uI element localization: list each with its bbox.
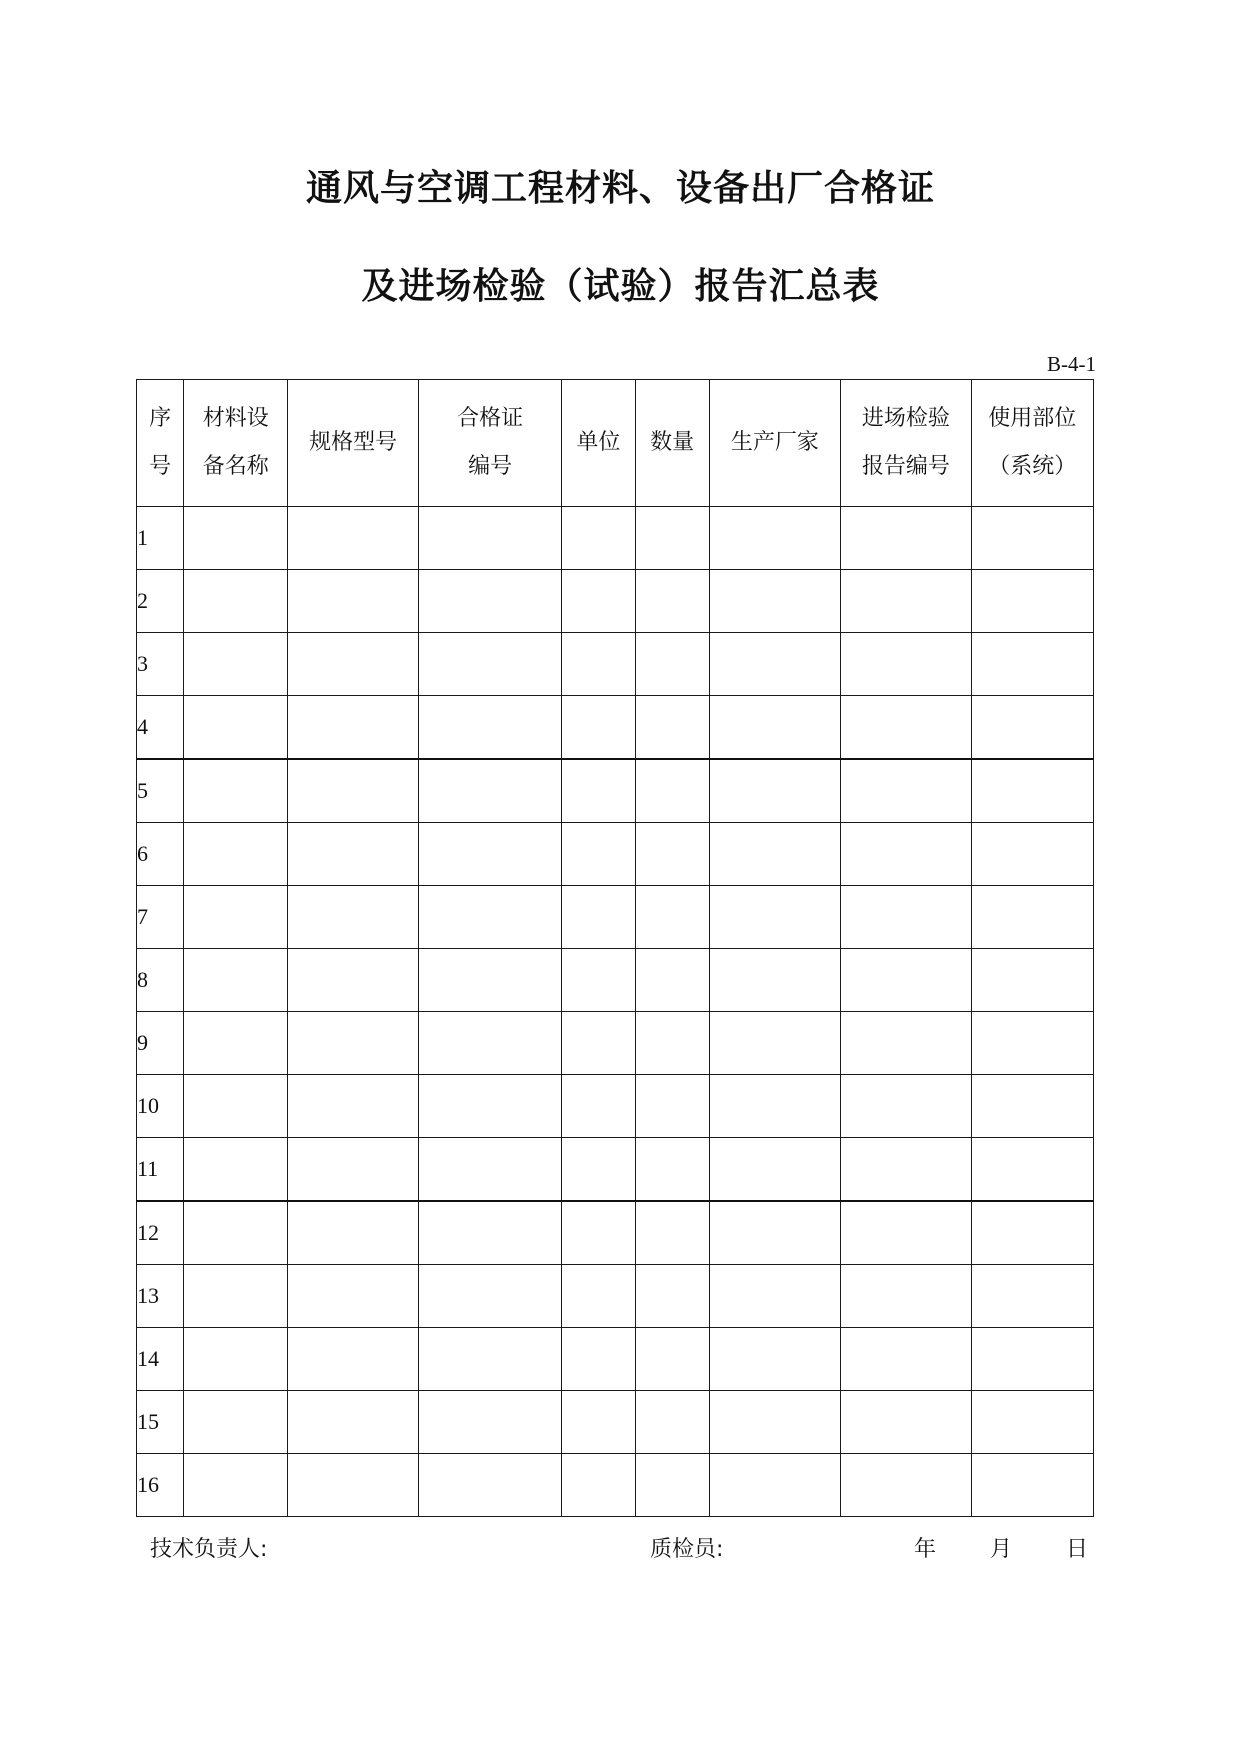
material-name-cell[interactable] bbox=[184, 633, 288, 696]
table-row bbox=[137, 633, 1094, 696]
certificate-number-cell[interactable] bbox=[418, 949, 561, 1012]
quantity-cell[interactable] bbox=[635, 1391, 709, 1454]
material-name-cell[interactable] bbox=[184, 1391, 288, 1454]
certificate-number-cell[interactable] bbox=[418, 886, 561, 949]
header-usage-location-line-2: （系统） bbox=[988, 454, 1077, 479]
unit-cell[interactable] bbox=[562, 1265, 635, 1328]
manufacturer-cell[interactable] bbox=[709, 1012, 840, 1075]
header-inspection-report-line-2: 报告编号 bbox=[861, 454, 950, 479]
inspection-report-cell[interactable] bbox=[841, 696, 971, 760]
header-manufacturer bbox=[709, 380, 840, 507]
row-number-cell: 14 bbox=[137, 1328, 184, 1391]
manufacturer-cell[interactable] bbox=[709, 1391, 840, 1454]
quantity-cell[interactable] bbox=[635, 1012, 709, 1075]
manufacturer-cell[interactable] bbox=[709, 823, 840, 886]
table-body bbox=[137, 507, 1094, 1517]
row-number-cell: 5 bbox=[137, 759, 184, 823]
header-certificate-number bbox=[418, 380, 561, 507]
inspection-report-cell[interactable] bbox=[841, 823, 971, 886]
header-material-name-line-1: 材料设 bbox=[202, 406, 269, 431]
material-name-cell[interactable] bbox=[184, 1201, 288, 1265]
document-title-line-2: 及进场检验（试验）报告汇总表 bbox=[361, 266, 880, 307]
header-material-name-line-2: 备名称 bbox=[202, 454, 269, 479]
certificate-number-cell[interactable] bbox=[418, 1454, 561, 1517]
table-row bbox=[137, 1454, 1094, 1517]
header-manufacturer-label: 生产厂家 bbox=[730, 430, 819, 455]
spec-model-cell[interactable] bbox=[288, 823, 418, 886]
header-certificate-line-2: 编号 bbox=[468, 454, 513, 479]
inspection-report-cell[interactable] bbox=[841, 1075, 971, 1138]
table-row bbox=[137, 823, 1094, 886]
unit-cell[interactable] bbox=[562, 633, 635, 696]
quantity-cell[interactable] bbox=[635, 1138, 709, 1202]
material-name-cell[interactable] bbox=[184, 1138, 288, 1202]
header-inspection-report bbox=[841, 380, 971, 507]
usage-location-cell[interactable] bbox=[971, 1454, 1093, 1517]
row-number-cell: 10 bbox=[137, 1075, 184, 1138]
row-number-cell: 11 bbox=[137, 1138, 184, 1202]
usage-location-cell[interactable] bbox=[971, 759, 1093, 823]
spec-model-cell[interactable] bbox=[288, 507, 418, 570]
inspector-label: 质检员: bbox=[650, 1537, 724, 1562]
table-row bbox=[137, 507, 1094, 570]
row-number-cell: 16 bbox=[137, 1454, 184, 1517]
inspection-report-cell[interactable] bbox=[841, 1012, 971, 1075]
certificate-number-cell[interactable] bbox=[418, 759, 561, 823]
document-title-line-1: 通风与空调工程材料、设备出厂合格证 bbox=[305, 168, 935, 209]
header-serial bbox=[137, 380, 184, 507]
unit-cell[interactable] bbox=[562, 1201, 635, 1265]
manufacturer-cell[interactable] bbox=[709, 1201, 840, 1265]
header-certificate-line-1: 合格证 bbox=[457, 406, 524, 431]
header-spec-model bbox=[288, 380, 418, 507]
table-row bbox=[137, 570, 1094, 633]
spec-model-cell[interactable] bbox=[288, 1138, 418, 1202]
quantity-cell[interactable] bbox=[635, 949, 709, 1012]
header-inspection-report-line-1: 进场检验 bbox=[861, 406, 950, 431]
unit-cell[interactable] bbox=[562, 823, 635, 886]
table-row bbox=[137, 1138, 1094, 1202]
unit-cell[interactable] bbox=[562, 949, 635, 1012]
unit-cell[interactable] bbox=[562, 1328, 635, 1391]
manufacturer-cell[interactable] bbox=[709, 1265, 840, 1328]
table-row bbox=[137, 1328, 1094, 1391]
unit-cell[interactable] bbox=[562, 1454, 635, 1517]
material-name-cell[interactable] bbox=[184, 1012, 288, 1075]
header-unit bbox=[562, 380, 635, 507]
row-number-cell: 2 bbox=[137, 570, 184, 633]
material-name-cell[interactable] bbox=[184, 949, 288, 1012]
unit-cell[interactable] bbox=[562, 886, 635, 949]
spec-model-cell[interactable] bbox=[288, 1012, 418, 1075]
usage-location-cell[interactable] bbox=[971, 633, 1093, 696]
manufacturer-cell[interactable] bbox=[709, 570, 840, 633]
quantity-cell[interactable] bbox=[635, 696, 709, 760]
material-name-cell[interactable] bbox=[184, 823, 288, 886]
inspection-report-cell[interactable] bbox=[841, 507, 971, 570]
inspection-report-cell[interactable] bbox=[841, 570, 971, 633]
inspection-report-cell[interactable] bbox=[841, 1391, 971, 1454]
manufacturer-cell[interactable] bbox=[709, 507, 840, 570]
spec-model-cell[interactable] bbox=[288, 1328, 418, 1391]
spec-model-cell[interactable] bbox=[288, 1201, 418, 1265]
usage-location-cell[interactable] bbox=[971, 949, 1093, 1012]
row-number-cell: 6 bbox=[137, 823, 184, 886]
inspection-report-cell[interactable] bbox=[841, 1201, 971, 1265]
unit-cell[interactable] bbox=[562, 1012, 635, 1075]
header-serial-line-1: 序 bbox=[149, 406, 172, 431]
inspection-report-cell[interactable] bbox=[841, 759, 971, 823]
certificate-number-cell[interactable] bbox=[418, 1265, 561, 1328]
spec-model-cell[interactable] bbox=[288, 696, 418, 760]
unit-cell[interactable] bbox=[562, 570, 635, 633]
usage-location-cell[interactable] bbox=[971, 1012, 1093, 1075]
date-month-label: 月 bbox=[990, 1537, 1013, 1562]
quantity-cell[interactable] bbox=[635, 823, 709, 886]
material-name-cell[interactable] bbox=[184, 696, 288, 760]
inspection-report-cell[interactable] bbox=[841, 1328, 971, 1391]
inspection-report-cell[interactable] bbox=[841, 949, 971, 1012]
row-number-cell: 3 bbox=[137, 633, 184, 696]
unit-cell[interactable] bbox=[562, 507, 635, 570]
header-serial-line-2: 号 bbox=[149, 454, 172, 479]
unit-cell[interactable] bbox=[562, 1391, 635, 1454]
row-number-cell: 15 bbox=[137, 1391, 184, 1454]
manufacturer-cell[interactable] bbox=[709, 696, 840, 760]
certificate-number-cell[interactable] bbox=[418, 1012, 561, 1075]
table-row bbox=[137, 759, 1094, 823]
material-name-cell[interactable] bbox=[184, 1075, 288, 1138]
material-name-cell[interactable] bbox=[184, 507, 288, 570]
table-row bbox=[137, 1265, 1094, 1328]
inspection-report-cell[interactable] bbox=[841, 1454, 971, 1517]
spec-model-cell[interactable] bbox=[288, 949, 418, 1012]
row-number-cell: 8 bbox=[137, 949, 184, 1012]
certificate-number-cell[interactable] bbox=[418, 1201, 561, 1265]
quantity-cell[interactable] bbox=[635, 570, 709, 633]
material-name-cell[interactable] bbox=[184, 1454, 288, 1517]
quantity-cell[interactable] bbox=[635, 759, 709, 823]
header-unit-label: 单位 bbox=[576, 430, 621, 455]
usage-location-cell[interactable] bbox=[971, 1075, 1093, 1138]
quantity-cell[interactable] bbox=[635, 1265, 709, 1328]
unit-cell[interactable] bbox=[562, 1138, 635, 1202]
spec-model-cell[interactable] bbox=[288, 570, 418, 633]
quantity-cell[interactable] bbox=[635, 1328, 709, 1391]
certificate-number-cell[interactable] bbox=[418, 823, 561, 886]
quantity-cell[interactable] bbox=[635, 1454, 709, 1517]
manufacturer-cell[interactable] bbox=[709, 1454, 840, 1517]
header-material-name bbox=[184, 380, 288, 507]
form-code: B-4-1 bbox=[1047, 352, 1096, 376]
quantity-cell[interactable] bbox=[635, 1201, 709, 1265]
manufacturer-cell[interactable] bbox=[709, 949, 840, 1012]
material-name-cell[interactable] bbox=[184, 886, 288, 949]
usage-location-cell[interactable] bbox=[971, 1328, 1093, 1391]
usage-location-cell[interactable] bbox=[971, 570, 1093, 633]
header-quantity-label: 数量 bbox=[650, 430, 695, 455]
spec-model-cell[interactable] bbox=[288, 1075, 418, 1138]
row-number-cell: 4 bbox=[137, 696, 184, 760]
usage-location-cell[interactable] bbox=[971, 823, 1093, 886]
material-name-cell[interactable] bbox=[184, 759, 288, 823]
manufacturer-cell[interactable] bbox=[709, 1138, 840, 1202]
table-row bbox=[137, 886, 1094, 949]
unit-cell[interactable] bbox=[562, 759, 635, 823]
date-day-label: 日 bbox=[1066, 1537, 1089, 1562]
spec-model-cell[interactable] bbox=[288, 1454, 418, 1517]
inspection-report-cell[interactable] bbox=[841, 1138, 971, 1202]
certificate-number-cell[interactable] bbox=[418, 1075, 561, 1138]
inspection-report-cell[interactable] bbox=[841, 886, 971, 949]
usage-location-cell[interactable] bbox=[971, 1201, 1093, 1265]
usage-location-cell[interactable] bbox=[971, 1138, 1093, 1202]
quantity-cell[interactable] bbox=[635, 633, 709, 696]
usage-location-cell[interactable] bbox=[971, 507, 1093, 570]
material-name-cell[interactable] bbox=[184, 1265, 288, 1328]
material-name-cell[interactable] bbox=[184, 570, 288, 633]
row-number-cell: 13 bbox=[137, 1265, 184, 1328]
table-row bbox=[137, 1201, 1094, 1265]
usage-location-cell[interactable] bbox=[971, 1265, 1093, 1328]
row-number-cell: 9 bbox=[137, 1012, 184, 1075]
header-row bbox=[137, 380, 1094, 507]
usage-location-cell[interactable] bbox=[971, 886, 1093, 949]
unit-cell[interactable] bbox=[562, 1075, 635, 1138]
spec-model-cell[interactable] bbox=[288, 1391, 418, 1454]
unit-cell[interactable] bbox=[562, 696, 635, 760]
quantity-cell[interactable] bbox=[635, 1075, 709, 1138]
row-number-cell: 12 bbox=[137, 1201, 184, 1265]
tech-lead-label: 技术负责人: bbox=[150, 1537, 268, 1562]
quantity-cell[interactable] bbox=[635, 886, 709, 949]
table-row bbox=[137, 1012, 1094, 1075]
header-spec-model-label: 规格型号 bbox=[309, 430, 398, 455]
spec-model-cell[interactable] bbox=[288, 759, 418, 823]
material-name-cell[interactable] bbox=[184, 1328, 288, 1391]
row-number-cell: 1 bbox=[137, 507, 184, 570]
certificate-number-cell[interactable] bbox=[418, 507, 561, 570]
certificate-number-cell[interactable] bbox=[418, 1328, 561, 1391]
summary-table bbox=[136, 379, 1094, 1517]
spec-model-cell[interactable] bbox=[288, 1265, 418, 1328]
header-quantity bbox=[635, 380, 709, 507]
manufacturer-cell[interactable] bbox=[709, 1328, 840, 1391]
header-usage-location bbox=[971, 380, 1093, 507]
usage-location-cell[interactable] bbox=[971, 696, 1093, 760]
manufacturer-cell[interactable] bbox=[709, 886, 840, 949]
table-row bbox=[137, 949, 1094, 1012]
spec-model-cell[interactable] bbox=[288, 633, 418, 696]
spec-model-cell[interactable] bbox=[288, 886, 418, 949]
manufacturer-cell[interactable] bbox=[709, 759, 840, 823]
certificate-number-cell[interactable] bbox=[418, 633, 561, 696]
certificate-number-cell[interactable] bbox=[418, 696, 561, 760]
inspection-report-cell[interactable] bbox=[841, 633, 971, 696]
inspection-report-cell[interactable] bbox=[841, 1265, 971, 1328]
certificate-number-cell[interactable] bbox=[418, 1391, 561, 1454]
table-row bbox=[137, 1075, 1094, 1138]
certificate-number-cell[interactable] bbox=[418, 570, 561, 633]
date-year-label: 年 bbox=[914, 1537, 937, 1562]
certificate-number-cell[interactable] bbox=[418, 1138, 561, 1202]
manufacturer-cell[interactable] bbox=[709, 1075, 840, 1138]
table-row bbox=[137, 696, 1094, 760]
usage-location-cell[interactable] bbox=[971, 1391, 1093, 1454]
quantity-cell[interactable] bbox=[635, 507, 709, 570]
manufacturer-cell[interactable] bbox=[709, 633, 840, 696]
header-usage-location-line-1: 使用部位 bbox=[988, 406, 1077, 431]
table-row bbox=[137, 1391, 1094, 1454]
row-number-cell: 7 bbox=[137, 886, 184, 949]
